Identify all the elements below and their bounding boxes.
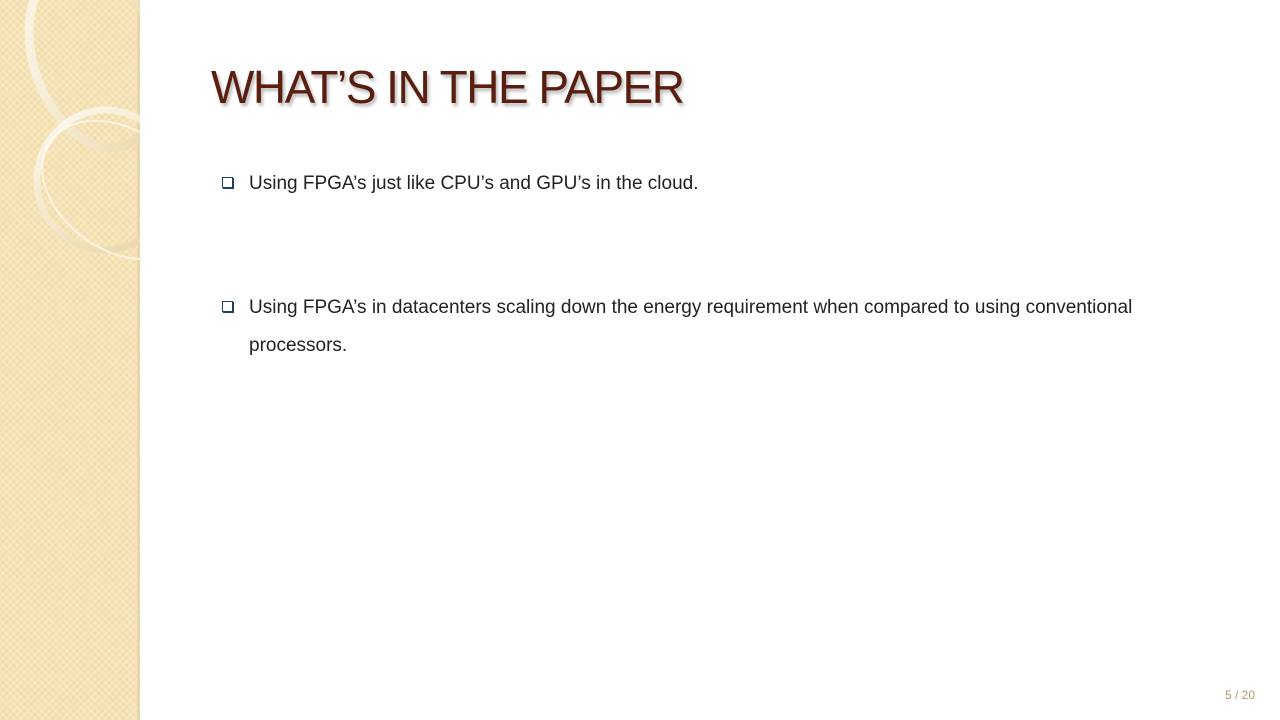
- square-bullet-icon: [222, 301, 233, 312]
- decorative-side-panel: [0, 0, 140, 720]
- decorative-rings-icon: [0, 0, 140, 720]
- bullet-item: [220, 165, 1180, 203]
- bullet-text: Using FPGA’s in datacenters scaling down the energy requirement when compared to using conventional processors.: [249, 297, 1133, 356]
- bullet-text: Using FPGA’s just like CPU’s and GPU’s in the cloud.: [249, 173, 699, 194]
- bullet-item: [220, 289, 1180, 365]
- square-bullet-icon: [222, 177, 233, 188]
- page-number: 5 / 20: [1224, 688, 1255, 702]
- slide-title: WHAT’S IN THE PAPER: [211, 61, 684, 113]
- bullet-list: [220, 165, 1180, 365]
